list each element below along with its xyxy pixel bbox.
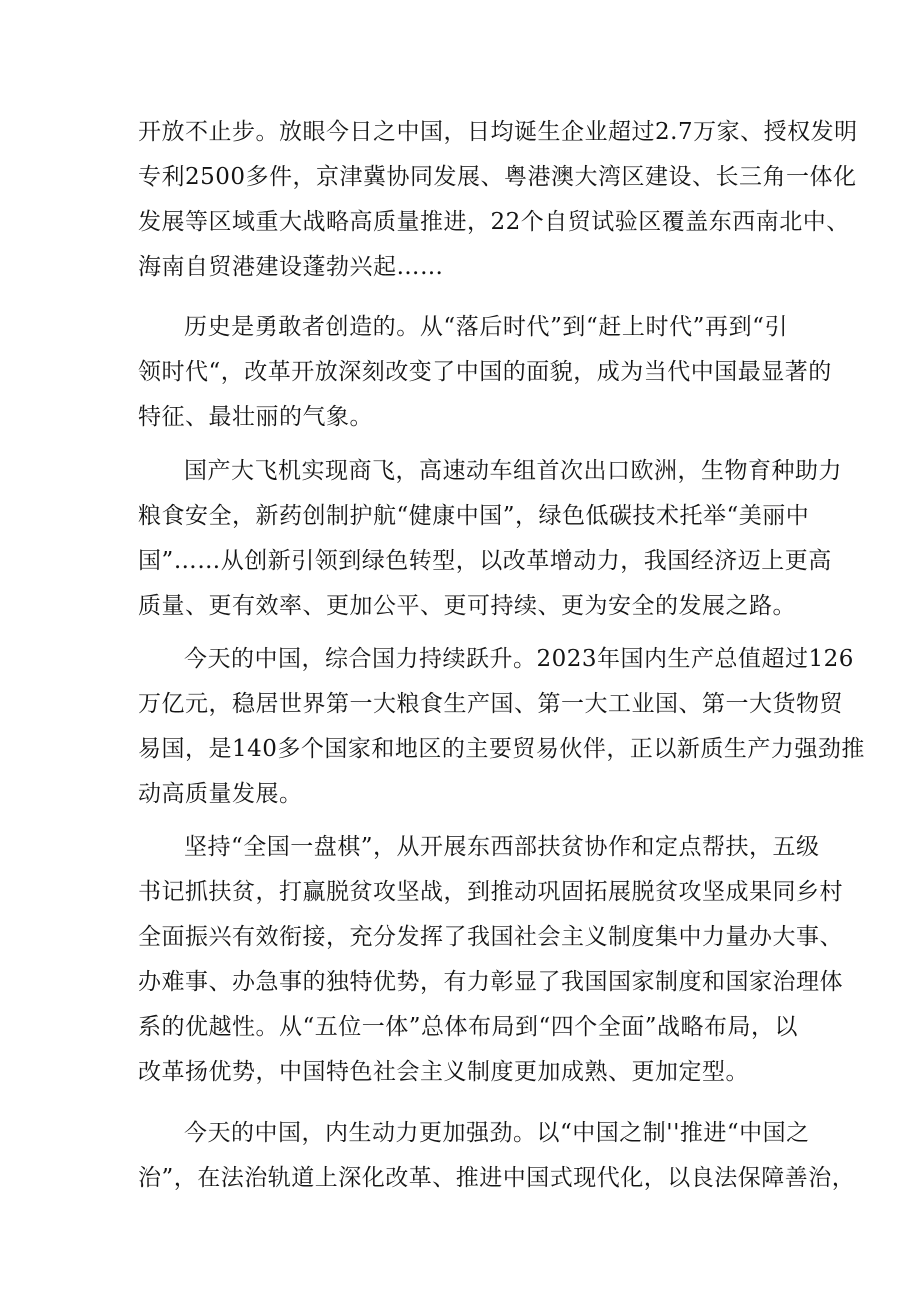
paragraph-line: 动高质量发展。 [138, 781, 303, 807]
paragraph-line: 国产大飞机实现商飞，高速动车组首次出口欧洲，生物育种助力 [184, 458, 842, 484]
paragraph-line: 国”……从创新引领到绿色转型，以改革增动力，我国经济迈上更高 [138, 548, 832, 574]
paragraph-6 [138, 1111, 856, 1201]
paragraph-2 [138, 305, 832, 440]
paragraph-line: 万亿元，稳居世界第一大粮食生产国、第一大工业国、第一大货物贸 [138, 691, 843, 717]
paragraph-line: 开放不止步。放眼今日之中国，日均诞生企业超过2.7万家、授权发明 [138, 119, 858, 145]
paragraph-line: 质量、更有效率、更加公平、更可持续、更为安全的发展之路。 [138, 593, 796, 619]
paragraph-line: 领时代“，改革开放深刻改变了中国的面貌，成为当代中国最显著的 [138, 359, 832, 385]
paragraph-1 [138, 110, 858, 290]
paragraph-line: 专利2500多件，京津冀协同发展、粤港澳大湾区建设、长三角一体化 [138, 164, 857, 190]
paragraph-4 [138, 637, 865, 817]
paragraph-line: 发展等区域重大战略高质量推进，22个自贸试验区覆盖东西南北中、 [138, 209, 850, 235]
paragraph-line: 特征、最壮丽的气象。 [138, 404, 373, 430]
paragraph-line: 海南自贸港建设蓬勃兴起…… [138, 254, 444, 280]
paragraph-line: 易国，是140多个国家和地区的主要贸易伙伴，正以新质生产力强劲推 [138, 736, 865, 762]
paragraph-line: 办难事、办急事的独特优势，有力彰显了我国国家制度和国家治理体 [138, 969, 843, 995]
paragraph-5 [138, 825, 843, 1095]
paragraph-line: 全面振兴有效衔接，充分发挥了我国社会主义制度集中力量办大事、 [138, 924, 843, 950]
paragraph-3 [138, 449, 842, 629]
paragraph-line: 历史是勇敢者创造的。从“落后时代”到“赶上时代”再到“引 [184, 314, 788, 340]
paragraph-line: 坚持“全国一盘棋”，从开展东西部扶贫协作和定点帮扶，五级 [184, 834, 820, 860]
paragraph-line: 改革扬优势，中国特色社会主义制度更加成熟、更加定型。 [138, 1059, 749, 1085]
paragraph-line: 粮食安全，新药创制护航“健康中国”，绿色低碳技术托举“美丽中 [138, 503, 810, 529]
paragraph-line: 书记抓扶贫，打赢脱贫攻坚战，到推动巩固拓展脱贫攻坚成果同乡村 [138, 879, 843, 905]
paragraph-line: 今天的中国，内生动力更加强劲。以“中国之制''推进“中国之 [184, 1120, 810, 1146]
paragraph-line: 今天的中国，综合国力持续跃升。2023年国内生产总值超过126 [184, 646, 854, 672]
paragraph-line: 治”，在法治轨道上深化改革、推进中国式现代化，以良法保障善治， [138, 1165, 856, 1191]
paragraph-line: 系的优越性。从“五位一体”总体布局到“四个全面”战略布局，以 [138, 1014, 799, 1040]
